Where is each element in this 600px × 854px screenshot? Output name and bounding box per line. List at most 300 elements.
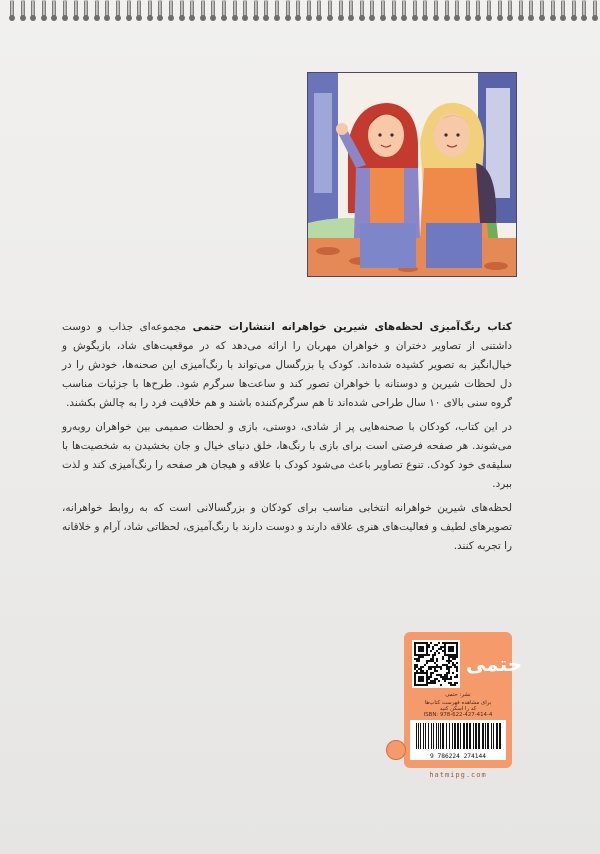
qr-module [416, 642, 418, 644]
barcode-bar [431, 723, 432, 749]
qr-module [446, 660, 448, 662]
qr-module [430, 674, 432, 676]
binding-hole [242, 15, 248, 21]
qr-module [428, 678, 430, 680]
qr-module [418, 668, 420, 670]
qr-module [456, 662, 458, 664]
qr-module [452, 662, 454, 664]
qr-module [436, 650, 438, 652]
barcode-bar [438, 723, 439, 749]
binding-hole [316, 15, 322, 21]
qr-module [456, 674, 458, 676]
qr-module [428, 644, 430, 646]
qr-module [436, 678, 438, 680]
qr-module [416, 684, 418, 686]
qr-module [448, 678, 450, 680]
barcode-bar [440, 723, 441, 749]
barcode-bar [452, 723, 453, 749]
qr-module [452, 672, 454, 674]
qr-module [444, 642, 446, 644]
qr-module [424, 672, 426, 674]
sisters-illustration [308, 73, 516, 276]
publisher-line: نشر: حتمی [445, 692, 471, 698]
qr-module [420, 650, 422, 652]
qr-module [414, 652, 416, 654]
qr-module [432, 646, 434, 648]
binding-hole [168, 15, 174, 21]
qr-module [432, 672, 434, 674]
qr-module [438, 674, 440, 676]
qr-module [444, 652, 446, 654]
qr-module [420, 666, 422, 668]
qr-module [446, 654, 448, 656]
qr-module [418, 672, 420, 674]
qr-module [418, 660, 420, 662]
qr-module [428, 660, 430, 662]
qr-module [426, 682, 428, 684]
qr-module [454, 676, 456, 678]
qr-module [418, 646, 420, 648]
qr-module [444, 674, 446, 676]
qr-module [414, 642, 416, 644]
qr-module [456, 642, 458, 644]
binding-hole [465, 15, 471, 21]
binding-hole [157, 15, 163, 21]
qr-module [416, 654, 418, 656]
qr-module [426, 676, 428, 678]
qr-module [446, 666, 448, 668]
barcode-bar [491, 723, 492, 749]
binding-hole [475, 15, 481, 21]
binding-hole [369, 15, 375, 21]
qr-module [420, 680, 422, 682]
qr-module [452, 646, 454, 648]
qr-module [452, 650, 454, 652]
qr-module [444, 676, 446, 678]
qr-module [448, 660, 450, 662]
qr-module [422, 666, 424, 668]
binding-hole [295, 15, 301, 21]
binding-hole [391, 15, 397, 21]
paragraph-3: لحظه‌های شیرین خواهرانه انتخابی مناسب برای کودکان و بزرگسالانی است که به روابط خواهرانه، تصویرهای لطیف و فعالیت‌های هنری علاقه دارند و دوست دارند با رنگ‌آمیزی، لحظاتی شاد، آرام و خلاقانه را تجربه کنند. [62, 502, 512, 552]
binding-hole [380, 15, 386, 21]
qr-module [438, 642, 440, 644]
qr-module [430, 668, 432, 670]
qr-module [440, 646, 442, 648]
qr-module [424, 654, 426, 656]
binding-hole [253, 15, 259, 21]
qr-module [428, 666, 430, 668]
qr-module [456, 656, 458, 658]
qr-module [416, 666, 418, 668]
qr-module [426, 652, 428, 654]
barcode-bar [423, 723, 424, 749]
qr-module [422, 676, 424, 678]
qr-module [444, 664, 446, 666]
barcode-bar [446, 723, 447, 749]
binding-hole [306, 15, 312, 21]
binding-hole [62, 15, 68, 21]
qr-module [426, 660, 428, 662]
binding-hole [560, 15, 566, 21]
publisher-circle-logo [386, 740, 406, 760]
qr-module [442, 646, 444, 648]
qr-module [442, 642, 444, 644]
qr-module [420, 670, 422, 672]
qr-module [448, 662, 450, 664]
qr-module [434, 678, 436, 680]
barcode-bar [469, 723, 471, 749]
binding-hole [497, 15, 503, 21]
binding-hole [179, 15, 185, 21]
qr-module [436, 658, 438, 660]
qr-module [418, 680, 420, 682]
qr-module [446, 668, 448, 670]
qr-module [420, 684, 422, 686]
qr-module [440, 666, 442, 668]
qr-module [432, 648, 434, 650]
qr-module [456, 676, 458, 678]
qr-module [426, 670, 428, 672]
qr-module [448, 666, 450, 668]
scan-line: برای مشاهده فهرست کتاب‌ها [424, 700, 492, 706]
barcode-bar [496, 723, 498, 749]
qr-module [414, 674, 416, 676]
qr-module [446, 674, 448, 676]
qr-module [420, 678, 422, 680]
qr-module [452, 654, 454, 656]
binding-hole [115, 15, 121, 21]
binding-hole [285, 15, 291, 21]
cover-illustration [307, 72, 517, 277]
qr-module [452, 656, 454, 658]
qr-module [432, 660, 434, 662]
qr-module [442, 656, 444, 658]
barcode-bar [425, 723, 426, 749]
qr-module [450, 656, 452, 658]
qr-module [422, 678, 424, 680]
binding-hole [104, 15, 110, 21]
qr-module [430, 676, 432, 678]
qr-module [414, 654, 416, 656]
qr-module [430, 660, 432, 662]
binding-hole [221, 15, 227, 21]
binding-hole [189, 15, 195, 21]
barcode-bar [478, 723, 480, 749]
qr-module [418, 684, 420, 686]
binding-hole [528, 15, 534, 21]
qr-module [456, 654, 458, 656]
qr-module [426, 642, 428, 644]
qr-module [440, 674, 442, 676]
binding-hole [147, 15, 153, 21]
qr-module [450, 660, 452, 662]
qr-module [452, 642, 454, 644]
qr-module [454, 666, 456, 668]
qr-module [414, 676, 416, 678]
qr-module [418, 648, 420, 650]
qr-module [434, 652, 436, 654]
qr-module [434, 666, 436, 668]
binding-hole [412, 15, 418, 21]
barcode-bar [449, 723, 450, 749]
qr-module [450, 654, 452, 656]
qr-module [440, 668, 442, 670]
binding-hole [136, 15, 142, 21]
barcode-bar [457, 723, 459, 749]
qr-module [428, 654, 430, 656]
qr-module [420, 642, 422, 644]
qr-module [420, 676, 422, 678]
barcode-bar [418, 723, 419, 749]
qr-module [414, 644, 416, 646]
qr-module [444, 680, 446, 682]
qr-module [416, 672, 418, 674]
qr-module [444, 654, 446, 656]
qr-module [456, 644, 458, 646]
qr-module [414, 648, 416, 650]
qr-module [456, 670, 458, 672]
qr-module [426, 646, 428, 648]
qr-module [418, 676, 420, 678]
qr-module [414, 664, 416, 666]
qr-module [418, 656, 420, 658]
qr-module [422, 654, 424, 656]
qr-module [448, 658, 450, 660]
binding-hole [539, 15, 545, 21]
binding-hole [274, 15, 280, 21]
qr-module [414, 678, 416, 680]
qr-module [442, 658, 444, 660]
qr-module [430, 672, 432, 674]
qr-module [420, 656, 422, 658]
qr-module [426, 648, 428, 650]
qr-module [456, 668, 458, 670]
qr-module [442, 676, 444, 678]
qr-module [446, 642, 448, 644]
qr-module [448, 646, 450, 648]
qr-module [456, 650, 458, 652]
qr-module [420, 654, 422, 656]
spiral-binding [0, 0, 600, 22]
qr-module [420, 668, 422, 670]
qr-module [454, 684, 456, 686]
binding-hole [486, 15, 492, 21]
isbn-text: ISBN: 978-622-427-414-4 [423, 712, 493, 718]
binding-hole [338, 15, 344, 21]
qr-module [428, 668, 430, 670]
qr-module [426, 662, 428, 664]
qr-module [434, 654, 436, 656]
publisher-badge [404, 632, 523, 768]
qr-module [424, 684, 426, 686]
qr-module [422, 642, 424, 644]
qr-module [446, 676, 448, 678]
publisher-logo: حتمی [466, 652, 523, 676]
barcode-bar [482, 723, 484, 749]
qr-module [430, 650, 432, 652]
qr-module [424, 664, 426, 666]
binding-hole [30, 15, 36, 21]
paragraph-1 [62, 318, 512, 413]
binding-hole [263, 15, 269, 21]
qr-module [414, 668, 416, 670]
binding-hole [94, 15, 100, 21]
qr-module [430, 658, 432, 660]
qr-module [456, 652, 458, 654]
binding-hole [210, 15, 216, 21]
qr-module [426, 678, 428, 680]
qr-module [426, 674, 428, 676]
barcode-bar [463, 723, 465, 749]
description-text [62, 318, 512, 561]
qr-module [426, 654, 428, 656]
publisher-website[interactable]: hatmipg.com [429, 771, 487, 779]
qr-module [422, 650, 424, 652]
barcode-bar [493, 723, 494, 749]
qr-module [414, 682, 416, 684]
qr-module [448, 656, 450, 658]
barcode-bar [428, 723, 429, 749]
binding-hole [507, 15, 513, 21]
qr-module [444, 648, 446, 650]
qr-module [426, 650, 428, 652]
qr-module [436, 666, 438, 668]
binding-hole [83, 15, 89, 21]
qr-module [414, 646, 416, 648]
paragraph-1-title: کتاب رنگ‌آمیزی لحظه‌های شیرین خواهرانه انتشارات حتمی [192, 321, 512, 333]
qr-module [448, 668, 450, 670]
barcode-number: 9 786224 274144 [410, 753, 506, 760]
qr-module [448, 654, 450, 656]
binding-hole [51, 15, 57, 21]
qr-module [414, 658, 416, 660]
qr-module [426, 684, 428, 686]
barcode-bar [454, 723, 456, 749]
qr-module [414, 672, 416, 674]
binding-hole [126, 15, 132, 21]
qr-module [448, 642, 450, 644]
qr-module [418, 658, 420, 660]
qr-module [436, 664, 438, 666]
qr-module [434, 680, 436, 682]
qr-module [420, 672, 422, 674]
qr-module [450, 650, 452, 652]
barcode-bar [485, 723, 486, 749]
barcode-bar [420, 723, 421, 749]
qr-module [452, 664, 454, 666]
binding-hole [9, 15, 15, 21]
paragraph-1-body: مجموعه‌ای جذاب و دوست داشتنی از تصاویر دختران و خواهران مهربان را ارائه می‌دهد که در موقعیت‌های شاد، بازیگوش و خیال‌انگیز به تصویر کشیده شده‌اند. کودک یا بزرگسال می‌تواند با رنگ‌آمیزی این صحنه‌ها، خودش را در دل لحظات شیرین و دوستانه با خواهران تصور کند و ساعت‌ها سرگرم شود. طرح‌ها با جزئیات مناسب گروه سنی بالای ۱۰ سال طراحی شده‌اند تا هم سرگرم‌کننده باشند و هم خلاقیت فرد را به چالش بکشند. [62, 321, 512, 409]
qr-module [448, 650, 450, 652]
qr-module [436, 674, 438, 676]
barcode-bar [433, 723, 434, 749]
qr-module [422, 684, 424, 686]
qr-module [422, 656, 424, 658]
qr-module [436, 644, 438, 646]
binding-hole [200, 15, 206, 21]
qr-module [414, 684, 416, 686]
qr-module [416, 658, 418, 660]
qr-module [450, 678, 452, 680]
qr-module [438, 648, 440, 650]
qr-code[interactable] [412, 640, 460, 688]
barcode-bar [475, 723, 477, 749]
qr-module [432, 656, 434, 658]
qr-module [430, 682, 432, 684]
qr-module [452, 648, 454, 650]
qr-module [452, 684, 454, 686]
binding-hole [550, 15, 556, 21]
qr-module [416, 664, 418, 666]
qr-module [414, 666, 416, 668]
qr-module [424, 642, 426, 644]
qr-module [418, 678, 420, 680]
qr-module [454, 654, 456, 656]
qr-module [444, 644, 446, 646]
qr-module [422, 680, 424, 682]
qr-module [456, 666, 458, 668]
qr-module [434, 682, 436, 684]
qr-module [434, 662, 436, 664]
qr-module [454, 658, 456, 660]
qr-module [450, 676, 452, 678]
qr-module [426, 680, 428, 682]
qr-module [448, 648, 450, 650]
binding-hole [73, 15, 79, 21]
barcode-bar [499, 723, 501, 749]
qr-module [436, 660, 438, 662]
qr-module [450, 648, 452, 650]
qr-module [446, 664, 448, 666]
scan-line-2: کد را اسکن کنید [439, 706, 477, 712]
qr-module [442, 678, 444, 680]
binding-hole [359, 15, 365, 21]
binding-hole [518, 15, 524, 21]
qr-module [436, 670, 438, 672]
qr-module [444, 678, 446, 680]
qr-module [450, 642, 452, 644]
qr-module [430, 642, 432, 644]
qr-module [446, 678, 448, 680]
qr-module [414, 680, 416, 682]
binding-hole [422, 15, 428, 21]
qr-pattern [414, 642, 458, 686]
qr-module [416, 670, 418, 672]
qr-module [454, 682, 456, 684]
qr-module [432, 666, 434, 668]
qr-module [456, 648, 458, 650]
qr-module [422, 646, 424, 648]
barcode-bar [487, 723, 489, 749]
qr-module [440, 648, 442, 650]
qr-module [418, 654, 420, 656]
qr-module [450, 646, 452, 648]
barcode-bar [442, 723, 444, 749]
barcode-bars [410, 720, 506, 750]
binding-hole [571, 15, 577, 21]
qr-module [438, 666, 440, 668]
qr-module [422, 672, 424, 674]
barcode-bar [416, 723, 417, 749]
qr-module [432, 680, 434, 682]
barcode-bar [436, 723, 437, 749]
qr-module [444, 650, 446, 652]
qr-module [442, 664, 444, 666]
binding-hole [348, 15, 354, 21]
binding-hole [444, 15, 450, 21]
qr-module [454, 664, 456, 666]
